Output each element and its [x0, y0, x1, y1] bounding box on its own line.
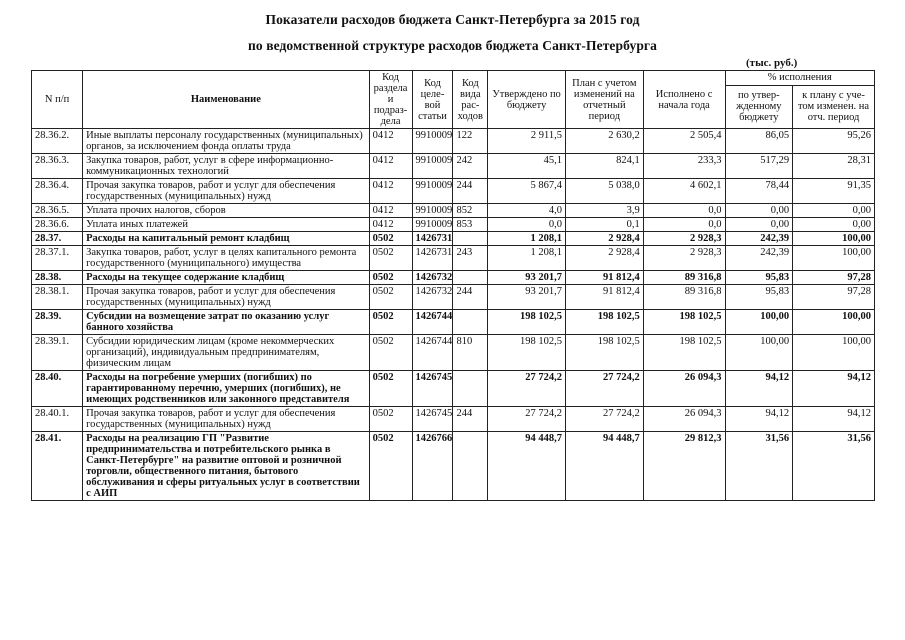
cell-pct-budget: 94,12	[725, 371, 793, 407]
cell-type	[453, 371, 488, 407]
cell-name: Прочая закупка товаров, работ и услуг для обеспечения государственных (муниципальных) нужд	[83, 285, 369, 310]
table-row	[32, 310, 875, 335]
report-title-line1: Показатели расходов бюджета Санкт-Петербурга за 2015 год	[265, 12, 640, 27]
cell-approved: 27 724,2	[488, 407, 566, 432]
table-row	[32, 218, 875, 232]
cell-target: 9910009	[412, 129, 453, 154]
cell-pct-budget: 78,44	[725, 179, 793, 204]
cell-pct-plan: 94,12	[793, 371, 875, 407]
cell-target: 1426732	[412, 285, 453, 310]
col-header-name: Наименование	[83, 71, 369, 129]
cell-name: Уплата прочих налогов, сборов	[83, 204, 369, 218]
cell-executed: 0,0	[643, 204, 725, 218]
cell-num: 28.37.1.	[32, 246, 83, 271]
cell-section: 0412	[369, 179, 412, 204]
cell-section: 0502	[369, 246, 412, 271]
cell-approved: 45,1	[488, 154, 566, 179]
table-row	[32, 204, 875, 218]
cell-type: 242	[453, 154, 488, 179]
table-row	[32, 432, 875, 501]
cell-type: 810	[453, 335, 488, 371]
cell-pct-plan: 97,28	[793, 285, 875, 310]
cell-section: 0502	[369, 335, 412, 371]
cell-plan: 198 102,5	[565, 335, 643, 371]
cell-type: 244	[453, 179, 488, 204]
cell-name: Закупка товаров, работ, услуг в сфере информационно-коммуникационных технологий	[83, 154, 369, 179]
cell-approved: 93 201,7	[488, 285, 566, 310]
cell-plan: 0,1	[565, 218, 643, 232]
cell-name: Прочая закупка товаров, работ и услуг для обеспечения государственных (муниципальных) нужд	[83, 179, 369, 204]
cell-executed: 4 602,1	[643, 179, 725, 204]
col-header-plan: План с учетом изменений на отчетный период	[565, 71, 643, 129]
cell-target: 1426766	[412, 432, 453, 501]
cell-pct-plan: 100,00	[793, 246, 875, 271]
cell-pct-plan: 0,00	[793, 204, 875, 218]
cell-pct-budget: 242,39	[725, 246, 793, 271]
col-header-target: Код целе-вой статьи	[412, 71, 453, 129]
cell-type: 243	[453, 246, 488, 271]
table-row	[32, 246, 875, 271]
cell-name: Расходы на реализацию ГП "Развитие предпринимательства и потребительского рынка в Санкт-Петербурге" на развитие оптовой и розничной торговли, общественного питания, бытового обслуживания и сферы ритуальных услуг в соответствии с АИП	[83, 432, 369, 501]
cell-pct-plan: 31,56	[793, 432, 875, 501]
cell-plan: 198 102,5	[565, 310, 643, 335]
cell-type	[453, 432, 488, 501]
cell-num: 28.37.	[32, 232, 83, 246]
table-row	[32, 285, 875, 310]
cell-pct-budget: 0,00	[725, 204, 793, 218]
cell-pct-budget: 0,00	[725, 218, 793, 232]
cell-pct-budget: 100,00	[725, 335, 793, 371]
cell-num: 28.40.1.	[32, 407, 83, 432]
cell-executed: 89 316,8	[643, 271, 725, 285]
cell-executed: 2 505,4	[643, 129, 725, 154]
cell-num: 28.36.4.	[32, 179, 83, 204]
cell-section: 0502	[369, 232, 412, 246]
table-row	[32, 232, 875, 246]
cell-pct-budget: 95,83	[725, 271, 793, 285]
cell-name: Субсидии на возмещение затрат по оказанию услуг банного хозяйства	[83, 310, 369, 335]
cell-executed: 29 812,3	[643, 432, 725, 501]
cell-name: Расходы на погребение умерших (погибших) по гарантированному перечню, умерших (погибших), не имеющих родственников или законного представителя	[83, 371, 369, 407]
cell-pct-plan: 28,31	[793, 154, 875, 179]
col-header-num: N п/п	[32, 71, 83, 129]
cell-num: 28.36.6.	[32, 218, 83, 232]
col-header-type: Код вида рас-ходов	[453, 71, 488, 129]
table-row	[32, 129, 875, 154]
cell-num: 28.39.	[32, 310, 83, 335]
cell-target: 9910009	[412, 218, 453, 232]
cell-approved: 1 208,1	[488, 246, 566, 271]
cell-type: 244	[453, 285, 488, 310]
cell-plan: 824,1	[565, 154, 643, 179]
cell-num: 28.39.1.	[32, 335, 83, 371]
cell-approved: 0,0	[488, 218, 566, 232]
cell-approved: 2 911,5	[488, 129, 566, 154]
cell-executed: 89 316,8	[643, 285, 725, 310]
cell-name: Прочая закупка товаров, работ и услуг для обеспечения государственных (муниципальных) нужд	[83, 407, 369, 432]
cell-num: 28.38.	[32, 271, 83, 285]
cell-type: 852	[453, 204, 488, 218]
cell-target: 1426745	[412, 371, 453, 407]
cell-section: 0412	[369, 154, 412, 179]
cell-num: 28.36.5.	[32, 204, 83, 218]
cell-type: 122	[453, 129, 488, 154]
cell-name: Иные выплаты персоналу государственных (муниципальных) органов, за исключением фонда оплаты труда	[83, 129, 369, 154]
cell-section: 0502	[369, 271, 412, 285]
cell-name: Субсидии юридическим лицам (кроме некоммерческих организаций), индивидуальным предпринимателям, физическим лицам	[83, 335, 369, 371]
cell-section: 0412	[369, 129, 412, 154]
cell-approved: 198 102,5	[488, 310, 566, 335]
cell-executed: 2 928,3	[643, 246, 725, 271]
cell-plan: 3,9	[565, 204, 643, 218]
cell-pct-plan: 100,00	[793, 335, 875, 371]
units-label: (тыс. руб.)	[746, 57, 798, 69]
cell-pct-plan: 97,28	[793, 271, 875, 285]
cell-num: 28.41.	[32, 432, 83, 501]
cell-num: 28.36.2.	[32, 129, 83, 154]
cell-approved: 1 208,1	[488, 232, 566, 246]
cell-target: 1426731	[412, 246, 453, 271]
cell-plan: 27 724,2	[565, 371, 643, 407]
cell-num: 28.40.	[32, 371, 83, 407]
cell-approved: 94 448,7	[488, 432, 566, 501]
col-header-executed: Исполнено с начала года	[643, 71, 725, 129]
cell-target: 1426731	[412, 232, 453, 246]
cell-pct-budget: 94,12	[725, 407, 793, 432]
cell-num: 28.36.3.	[32, 154, 83, 179]
cell-type	[453, 232, 488, 246]
cell-section: 0502	[369, 285, 412, 310]
table-row	[32, 371, 875, 407]
cell-pct-plan: 0,00	[793, 218, 875, 232]
cell-target: 9910009	[412, 154, 453, 179]
cell-section: 0412	[369, 204, 412, 218]
cell-pct-plan: 95,26	[793, 129, 875, 154]
cell-type	[453, 310, 488, 335]
report-title-line2: по ведомственной структуре расходов бюджета Санкт-Петербурга	[247, 38, 658, 53]
cell-executed: 2 928,3	[643, 232, 725, 246]
cell-pct-budget: 242,39	[725, 232, 793, 246]
cell-target: 1426745	[412, 407, 453, 432]
cell-plan: 2 928,4	[565, 246, 643, 271]
col-header-pct-budget: по утвер-жденному бюджету	[725, 85, 793, 129]
cell-plan: 2 630,2	[565, 129, 643, 154]
cell-name: Расходы на капитальный ремонт кладбищ	[83, 232, 369, 246]
table-body	[32, 129, 875, 501]
cell-approved: 5 867,4	[488, 179, 566, 204]
cell-name: Расходы на текущее содержание кладбищ	[83, 271, 369, 285]
cell-type: 853	[453, 218, 488, 232]
cell-plan: 5 038,0	[565, 179, 643, 204]
cell-executed: 198 102,5	[643, 335, 725, 371]
cell-pct-plan: 91,35	[793, 179, 875, 204]
cell-approved: 4,0	[488, 204, 566, 218]
table-row	[32, 335, 875, 371]
cell-executed: 26 094,3	[643, 371, 725, 407]
col-header-pct-group: % исполнения	[725, 71, 874, 86]
table-row	[32, 271, 875, 285]
cell-executed: 233,3	[643, 154, 725, 179]
cell-type	[453, 271, 488, 285]
cell-plan: 27 724,2	[565, 407, 643, 432]
cell-approved: 93 201,7	[488, 271, 566, 285]
table-row	[32, 179, 875, 204]
cell-name: Уплата иных платежей	[83, 218, 369, 232]
cell-num: 28.38.1.	[32, 285, 83, 310]
cell-target: 9910009	[412, 179, 453, 204]
cell-pct-plan: 100,00	[793, 232, 875, 246]
table-row	[32, 154, 875, 179]
cell-pct-plan: 100,00	[793, 310, 875, 335]
cell-target: 1426744	[412, 335, 453, 371]
cell-plan: 2 928,4	[565, 232, 643, 246]
cell-approved: 27 724,2	[488, 371, 566, 407]
cell-type: 244	[453, 407, 488, 432]
cell-executed: 0,0	[643, 218, 725, 232]
cell-pct-plan: 94,12	[793, 407, 875, 432]
cell-target: 9910009	[412, 204, 453, 218]
cell-section: 0502	[369, 432, 412, 501]
cell-section: 0502	[369, 310, 412, 335]
col-header-pct-plan: к плану с уче-том изменен. на отч. период	[793, 85, 875, 129]
cell-executed: 26 094,3	[643, 407, 725, 432]
cell-section: 0502	[369, 407, 412, 432]
cell-pct-budget: 86,05	[725, 129, 793, 154]
cell-executed: 198 102,5	[643, 310, 725, 335]
cell-plan: 94 448,7	[565, 432, 643, 501]
cell-pct-budget: 100,00	[725, 310, 793, 335]
col-header-section: Код раздела и подраз-дела	[369, 71, 412, 129]
cell-target: 1426732	[412, 271, 453, 285]
table-row	[32, 407, 875, 432]
cell-target: 1426744	[412, 310, 453, 335]
cell-name: Закупка товаров, работ, услуг в целях капитального ремонта государственного (муниципального) имущества	[83, 246, 369, 271]
cell-pct-budget: 517,29	[725, 154, 793, 179]
cell-section: 0412	[369, 218, 412, 232]
cell-pct-budget: 31,56	[725, 432, 793, 501]
budget-table	[31, 70, 875, 501]
cell-plan: 91 812,4	[565, 285, 643, 310]
cell-approved: 198 102,5	[488, 335, 566, 371]
col-header-approved: Утверждено по бюджету	[488, 71, 566, 129]
cell-pct-budget: 95,83	[725, 285, 793, 310]
cell-section: 0502	[369, 371, 412, 407]
cell-plan: 91 812,4	[565, 271, 643, 285]
